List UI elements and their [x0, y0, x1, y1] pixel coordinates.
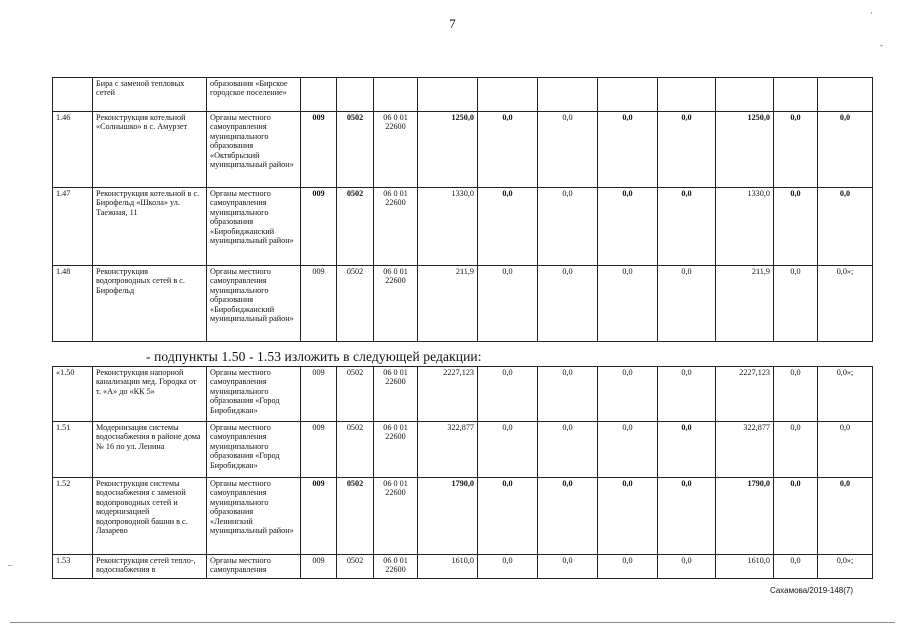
value [658, 78, 716, 112]
value: 0,0 [478, 367, 538, 422]
code-csr: 06 0 01 22600 [374, 112, 418, 188]
table-row [53, 112, 873, 188]
item-org: Органы местного самоуправления муниципального образования «Биробиджанский муниципальный район» [207, 266, 301, 342]
budget-table-upper [52, 77, 873, 342]
value: 0,0 [658, 478, 716, 555]
table-row [53, 478, 873, 555]
value: 0,0 [598, 112, 658, 188]
value-total: 1330,0 [418, 188, 478, 266]
budget-table-lower [52, 366, 873, 579]
value [478, 78, 538, 112]
value [598, 78, 658, 112]
item-number: «1.50 [53, 367, 93, 422]
item-number: 1.51 [53, 422, 93, 478]
item-org: Органы местного самоуправления муниципального образования «Ленинский муниципальный район» [207, 478, 301, 555]
value: 0,0 [598, 367, 658, 422]
value: 1610,0 [716, 555, 774, 579]
value: 0,0 [538, 188, 598, 266]
value: 0,0 [774, 112, 818, 188]
value: 0,0 [598, 266, 658, 342]
value: 0,0 [538, 555, 598, 579]
value: 0,0 [478, 555, 538, 579]
item-name: Реконструкция системы водоснабжения с заменой водопроводных сетей и модернизацией водопроводной башни в с. Лазарево [93, 478, 207, 555]
value [818, 78, 873, 112]
item-org: образования «Бирское городское поселение» [207, 78, 301, 112]
value: 0,0 [658, 555, 716, 579]
value: 0,0 [538, 478, 598, 555]
value: 1790,0 [716, 478, 774, 555]
code-gr: 009 [301, 422, 337, 478]
value: 0,0 [658, 112, 716, 188]
value: 0,0 [538, 266, 598, 342]
value: 0,0 [598, 478, 658, 555]
value: 0,0 [774, 478, 818, 555]
table-row [53, 555, 873, 579]
section-heading: - подпункты 1.50 - 1.53 изложить в следующей редакции: [146, 349, 482, 364]
code-rz: 0502 [337, 367, 374, 422]
value: 0,0»; [818, 266, 873, 342]
value [774, 78, 818, 112]
code-gr: 009 [301, 188, 337, 266]
value: 0,0 [538, 422, 598, 478]
item-org: Органы местного самоуправления муниципального образования «Биробиджанский муниципальный район» [207, 188, 301, 266]
value-total: 1610,0 [418, 555, 478, 579]
code-gr: 009 [301, 478, 337, 555]
code-csr: 06 0 01 22600 [374, 266, 418, 342]
code-gr [301, 78, 337, 112]
value: 0,0 [774, 367, 818, 422]
item-number: 1.52 [53, 478, 93, 555]
item-number: 1.46 [53, 112, 93, 188]
value: 0,0 [774, 555, 818, 579]
item-number [53, 78, 93, 112]
value-total: 322,877 [418, 422, 478, 478]
code-csr: 06 0 01 22600 [374, 367, 418, 422]
value: 0,0 [818, 422, 873, 478]
code-csr [374, 78, 418, 112]
value: 0,0 [598, 555, 658, 579]
value: 0,0»; [818, 367, 873, 422]
item-org: Органы местного самоуправления муниципального образования «Октябрьский муниципальный район» [207, 112, 301, 188]
code-rz: 0502 [337, 112, 374, 188]
value-total [418, 78, 478, 112]
value: 0,0 [538, 112, 598, 188]
item-org: Органы местного самоуправления муниципального образования «Город Биробиджан» [207, 367, 301, 422]
item-name: Реконструкция водопроводных сетей в с. Бирофельд [93, 266, 207, 342]
value: 0,0 [598, 188, 658, 266]
scan-speck: – [8, 560, 13, 570]
code-rz: 0502 [337, 188, 374, 266]
item-org: Органы местного самоуправления муниципального образования «Город Биробиджан» [207, 422, 301, 478]
item-name: Модернизация системы водоснабжения в районе дома № 16 по ул. Ленина [93, 422, 207, 478]
value: 211,9 [716, 266, 774, 342]
value: 0,0 [658, 367, 716, 422]
item-name: Реконструкция котельной в с. Бирофельд «Школа» ул. Таежная, 11 [93, 188, 207, 266]
value: 0,0 [774, 188, 818, 266]
scan-speck: - [880, 40, 883, 50]
document-code: Сахамова/2019-148(7) [769, 586, 853, 595]
value: 0,0 [538, 367, 598, 422]
item-number: 1.47 [53, 188, 93, 266]
value: 1250,0 [716, 112, 774, 188]
scan-edge-line [10, 622, 895, 623]
item-name: Реконструкция котельной «Солнышко» в с. Амурзет [93, 112, 207, 188]
value: 0,0 [478, 422, 538, 478]
item-org: Органы местного самоуправления [207, 555, 301, 579]
value-total: 1790,0 [418, 478, 478, 555]
code-csr: 06 0 01 22600 [374, 422, 418, 478]
value: 0,0 [658, 422, 716, 478]
code-gr: 009 [301, 266, 337, 342]
item-number: 1.48 [53, 266, 93, 342]
table-row [53, 367, 873, 422]
value: 0,0 [478, 188, 538, 266]
value: 0,0 [658, 188, 716, 266]
value: 0,0 [658, 266, 716, 342]
value: 0,0 [478, 112, 538, 188]
page-number: 7 [449, 16, 456, 31]
code-rz: 0502 [337, 555, 374, 579]
table-row [53, 78, 873, 112]
item-name: Реконструкция сетей тепло-, водоснабжения в [93, 555, 207, 579]
value: 0,0 [818, 188, 873, 266]
code-gr: 009 [301, 367, 337, 422]
code-gr: 009 [301, 555, 337, 579]
value: 0,0 [478, 478, 538, 555]
value: 0,0 [478, 266, 538, 342]
code-rz: 0502 [337, 478, 374, 555]
value: 0,0»; [818, 555, 873, 579]
value: 322,877 [716, 422, 774, 478]
code-csr: 06 0 01 22600 [374, 188, 418, 266]
value: 0,0 [598, 422, 658, 478]
value [538, 78, 598, 112]
item-name: Реконструкция напорной канализации мед. Городка от т. «А» до «КК 5» [93, 367, 207, 422]
code-csr: 06 0 01 22600 [374, 478, 418, 555]
value [716, 78, 774, 112]
item-number: 1.53 [53, 555, 93, 579]
value: 0,0 [774, 266, 818, 342]
code-rz [337, 78, 374, 112]
value-total: 211,9 [418, 266, 478, 342]
table-row [53, 266, 873, 342]
code-gr: 009 [301, 112, 337, 188]
table-row [53, 188, 873, 266]
value: 1330,0 [716, 188, 774, 266]
scan-speck: · [870, 8, 873, 18]
value: 0,0 [818, 112, 873, 188]
value: 2227,123 [716, 367, 774, 422]
value: 0,0 [774, 422, 818, 478]
code-rz: 0502 [337, 422, 374, 478]
value-total: 2227,123 [418, 367, 478, 422]
table-row [53, 422, 873, 478]
code-csr: 06 0 01 22600 [374, 555, 418, 579]
code-rz: 0502 [337, 266, 374, 342]
value-total: 1250,0 [418, 112, 478, 188]
item-name: Бира с заменой тепловых сетей [93, 78, 207, 112]
value: 0,0 [818, 478, 873, 555]
